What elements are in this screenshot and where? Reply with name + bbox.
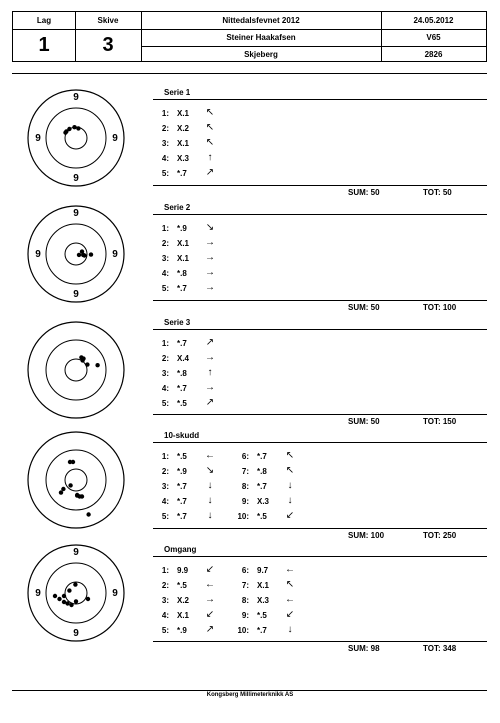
shot-hit — [82, 253, 86, 257]
series-sum: SUM: 50 — [348, 188, 380, 197]
shot-hit — [53, 594, 57, 598]
shot-direction-arrow: ↓ — [207, 510, 213, 521]
outer-ring — [28, 206, 124, 302]
section-omgang — [153, 545, 487, 657]
shot-hit — [77, 253, 81, 257]
shot-direction-arrow: ↗ — [205, 624, 215, 635]
section-10-skudd — [153, 431, 487, 543]
target-serie-2 — [27, 205, 125, 303]
shot-value: 9.7 — [257, 566, 269, 575]
shot-number: 2: — [161, 581, 169, 590]
outer-ring — [28, 90, 124, 186]
series-sum: SUM: 100 — [348, 531, 385, 540]
shot-number: 1: — [161, 339, 169, 348]
series-sum: SUM: 50 — [348, 303, 380, 312]
shot-number: 1: — [161, 224, 169, 233]
club-name: Skjeberg — [244, 49, 278, 59]
ring-value-label: 9 — [73, 173, 79, 184]
shot-value: *.7 — [177, 497, 187, 506]
shot-hit — [89, 252, 93, 256]
shot-value: X.2 — [177, 596, 190, 605]
shot-number: 4: — [161, 269, 169, 278]
shot-direction-arrow: ↓ — [207, 495, 213, 506]
shot-direction-arrow: ↘ — [205, 222, 215, 233]
shot-value: *.7 — [177, 384, 187, 393]
shot-number: 5: — [161, 512, 169, 521]
shot-hit — [62, 594, 66, 598]
shot-direction-arrow: ↙ — [285, 510, 295, 521]
shot-value: 9.9 — [177, 566, 189, 575]
shot-hit — [74, 599, 78, 603]
ring-value-label: 9 — [73, 208, 79, 219]
shot-hit — [57, 597, 61, 601]
shot-value: *.9 — [177, 626, 187, 635]
shooter-name: Steiner Haakafsen — [226, 33, 296, 42]
target-10-skudd — [27, 431, 125, 529]
footer-company: Kongsberg Millimeterknikk AS — [206, 692, 294, 698]
section-serie-3 — [153, 318, 487, 430]
shot-number: 2: — [161, 124, 169, 133]
shot-direction-arrow: ↗ — [205, 337, 215, 348]
shot-value: X.1 — [177, 239, 190, 248]
series-total: TOT: 150 — [423, 417, 457, 426]
shot-number: 7: — [241, 467, 249, 476]
series-sum: SUM: 50 — [348, 417, 380, 426]
shot-hit — [69, 603, 73, 607]
shot-direction-arrow: ↖ — [205, 107, 215, 118]
shot-direction-arrow: ← — [285, 564, 295, 575]
footer-rule — [12, 690, 487, 691]
middle-ring — [46, 108, 106, 168]
lag-value: 1 — [38, 34, 50, 56]
shot-direction-arrow: → — [205, 594, 215, 605]
ring-value-label: 9 — [35, 249, 41, 260]
lag-label: Lag — [36, 16, 52, 25]
shot-number: 8: — [241, 482, 249, 491]
shot-number: 2: — [161, 354, 169, 363]
shot-number: 9: — [241, 611, 249, 620]
shot-number: 1: — [161, 566, 169, 575]
shot-number: 3: — [161, 482, 169, 491]
shot-value: X.3 — [257, 596, 270, 605]
shot-number: 2: — [161, 239, 169, 248]
ring-value-label: 9 — [73, 628, 79, 639]
shot-value: X.1 — [177, 611, 190, 620]
shot-hit — [80, 358, 84, 362]
shot-hit — [86, 597, 90, 601]
shot-direction-arrow: ← — [205, 450, 215, 461]
shot-direction-arrow: ↖ — [285, 450, 295, 461]
shot-number: 7: — [241, 581, 249, 590]
shot-value: *.7 — [177, 512, 187, 521]
series-sum: SUM: 98 — [348, 644, 380, 653]
outer-ring — [28, 545, 124, 641]
shot-direction-arrow: ← — [205, 579, 215, 590]
shot-value: X.2 — [177, 124, 190, 133]
shot-direction-arrow: ↓ — [287, 480, 293, 491]
series-total: TOT: 50 — [423, 188, 452, 197]
shot-number: 6: — [241, 452, 249, 461]
ring-value-label: 9 — [35, 588, 41, 599]
shot-value: X.1 — [177, 109, 190, 118]
shot-value: *.7 — [257, 482, 267, 491]
middle-ring — [46, 563, 106, 623]
inner-ring — [65, 469, 87, 491]
shot-number: 1: — [161, 452, 169, 461]
middle-ring — [46, 450, 106, 510]
shot-value: *.8 — [177, 369, 187, 378]
shot-hit — [80, 494, 84, 498]
event-date: 24.05.2012 — [413, 16, 454, 25]
shot-number: 4: — [161, 611, 169, 620]
shot-number: 5: — [161, 626, 169, 635]
shot-direction-arrow: → — [205, 352, 215, 363]
shot-value: X.3 — [177, 154, 190, 163]
shot-number: 2: — [161, 467, 169, 476]
shot-value: *.7 — [257, 452, 267, 461]
shot-direction-arrow: ↖ — [285, 465, 295, 476]
section-title: Serie 1 — [164, 88, 191, 97]
shot-value: *.5 — [177, 452, 187, 461]
shooter-class: V65 — [426, 33, 441, 42]
ring-value-label: 9 — [73, 92, 79, 103]
shot-value: *.7 — [257, 626, 267, 635]
shot-number: 5: — [161, 399, 169, 408]
shot-direction-arrow: ↙ — [205, 609, 215, 620]
shot-direction-arrow: ↓ — [287, 495, 293, 506]
shot-number: 3: — [161, 254, 169, 263]
series-total: TOT: 100 — [423, 303, 457, 312]
shot-hit — [85, 362, 89, 366]
shot-number: 10: — [237, 626, 249, 635]
shot-value: *.7 — [177, 482, 187, 491]
section-title: 10-skudd — [164, 431, 200, 440]
skive-label: Skive — [97, 16, 119, 25]
shot-direction-arrow: → — [205, 267, 215, 278]
target-serie-1 — [27, 89, 125, 187]
shot-direction-arrow: → — [205, 252, 215, 263]
shot-value: X.1 — [257, 581, 270, 590]
shot-direction-arrow: → — [205, 237, 215, 248]
shot-value: X.3 — [257, 497, 270, 506]
shot-hit — [64, 129, 68, 133]
shooter-id: 2826 — [424, 49, 443, 59]
shot-number: 4: — [161, 154, 169, 163]
ring-value-label: 9 — [73, 547, 79, 558]
shot-direction-arrow: ↓ — [287, 624, 293, 635]
target-omgang — [27, 544, 125, 642]
shot-value: X.1 — [177, 139, 190, 148]
shot-value: *.5 — [177, 581, 187, 590]
shot-hit — [71, 460, 75, 464]
shot-direction-arrow: ↓ — [207, 480, 213, 491]
shot-value: *.9 — [177, 224, 187, 233]
shot-value: *.9 — [177, 467, 187, 476]
outer-ring — [28, 432, 124, 528]
shot-direction-arrow: ↙ — [205, 564, 215, 575]
shot-direction-arrow: → — [205, 282, 215, 293]
shot-number: 9: — [241, 497, 249, 506]
top-rule — [12, 73, 487, 74]
ring-value-label: 9 — [35, 133, 41, 144]
shot-value: *.5 — [257, 512, 267, 521]
shot-direction-arrow: → — [205, 382, 215, 393]
shot-number: 6: — [241, 566, 249, 575]
shot-number: 4: — [161, 384, 169, 393]
shot-hit — [62, 600, 66, 604]
shot-direction-arrow: ↖ — [205, 122, 215, 133]
section-title: Serie 2 — [164, 203, 191, 212]
section-title: Omgang — [164, 545, 197, 554]
shot-value: *.8 — [257, 467, 267, 476]
shot-number: 3: — [161, 139, 169, 148]
shot-direction-arrow: ↑ — [207, 152, 213, 163]
shot-number: 5: — [161, 169, 169, 178]
shot-direction-arrow: ↙ — [285, 609, 295, 620]
header-table — [12, 11, 487, 62]
ring-value-label: 9 — [112, 588, 118, 599]
shot-hit — [95, 363, 99, 367]
shot-hit — [61, 487, 65, 491]
shot-direction-arrow: ↑ — [207, 367, 213, 378]
shot-number: 1: — [161, 109, 169, 118]
shot-number: 3: — [161, 369, 169, 378]
outer-ring — [28, 322, 124, 418]
shot-number: 3: — [161, 596, 169, 605]
series-total: TOT: 250 — [423, 531, 457, 540]
shot-value: *.8 — [177, 269, 187, 278]
shot-value: *.5 — [257, 611, 267, 620]
shot-number: 4: — [161, 497, 169, 506]
shot-value: *.7 — [177, 339, 187, 348]
section-serie-1 — [153, 88, 487, 200]
shot-value: X.1 — [177, 254, 190, 263]
section-title: Serie 3 — [164, 318, 191, 327]
series-total: TOT: 348 — [423, 644, 457, 653]
shot-hit — [67, 588, 71, 592]
shot-hit — [59, 490, 63, 494]
shot-direction-arrow: ← — [285, 594, 295, 605]
shot-number: 8: — [241, 596, 249, 605]
shot-number: 5: — [161, 284, 169, 293]
shot-value: *.7 — [177, 284, 187, 293]
ring-value-label: 9 — [112, 249, 118, 260]
shot-number: 10: — [237, 512, 249, 521]
shot-direction-arrow: ↗ — [205, 167, 215, 178]
shot-direction-arrow: ↘ — [205, 465, 215, 476]
shot-value: X.4 — [177, 354, 190, 363]
ring-value-label: 9 — [112, 133, 118, 144]
shot-value: *.5 — [177, 399, 187, 408]
shot-direction-arrow: ↖ — [205, 137, 215, 148]
shot-hit — [68, 483, 72, 487]
shot-direction-arrow: ↖ — [285, 579, 295, 590]
target-serie-3 — [27, 321, 125, 419]
ring-value-label: 9 — [73, 289, 79, 300]
middle-ring — [46, 340, 106, 400]
shot-hit — [72, 125, 76, 129]
skive-value: 3 — [102, 34, 114, 56]
event-name: Nittedalsfevnet 2012 — [222, 16, 300, 25]
shot-hit — [73, 582, 77, 586]
section-serie-2 — [153, 203, 487, 315]
middle-ring — [46, 224, 106, 284]
shot-hit — [76, 126, 80, 130]
shot-value: *.7 — [177, 169, 187, 178]
shot-hit — [86, 512, 90, 516]
shot-direction-arrow: ↗ — [205, 397, 215, 408]
